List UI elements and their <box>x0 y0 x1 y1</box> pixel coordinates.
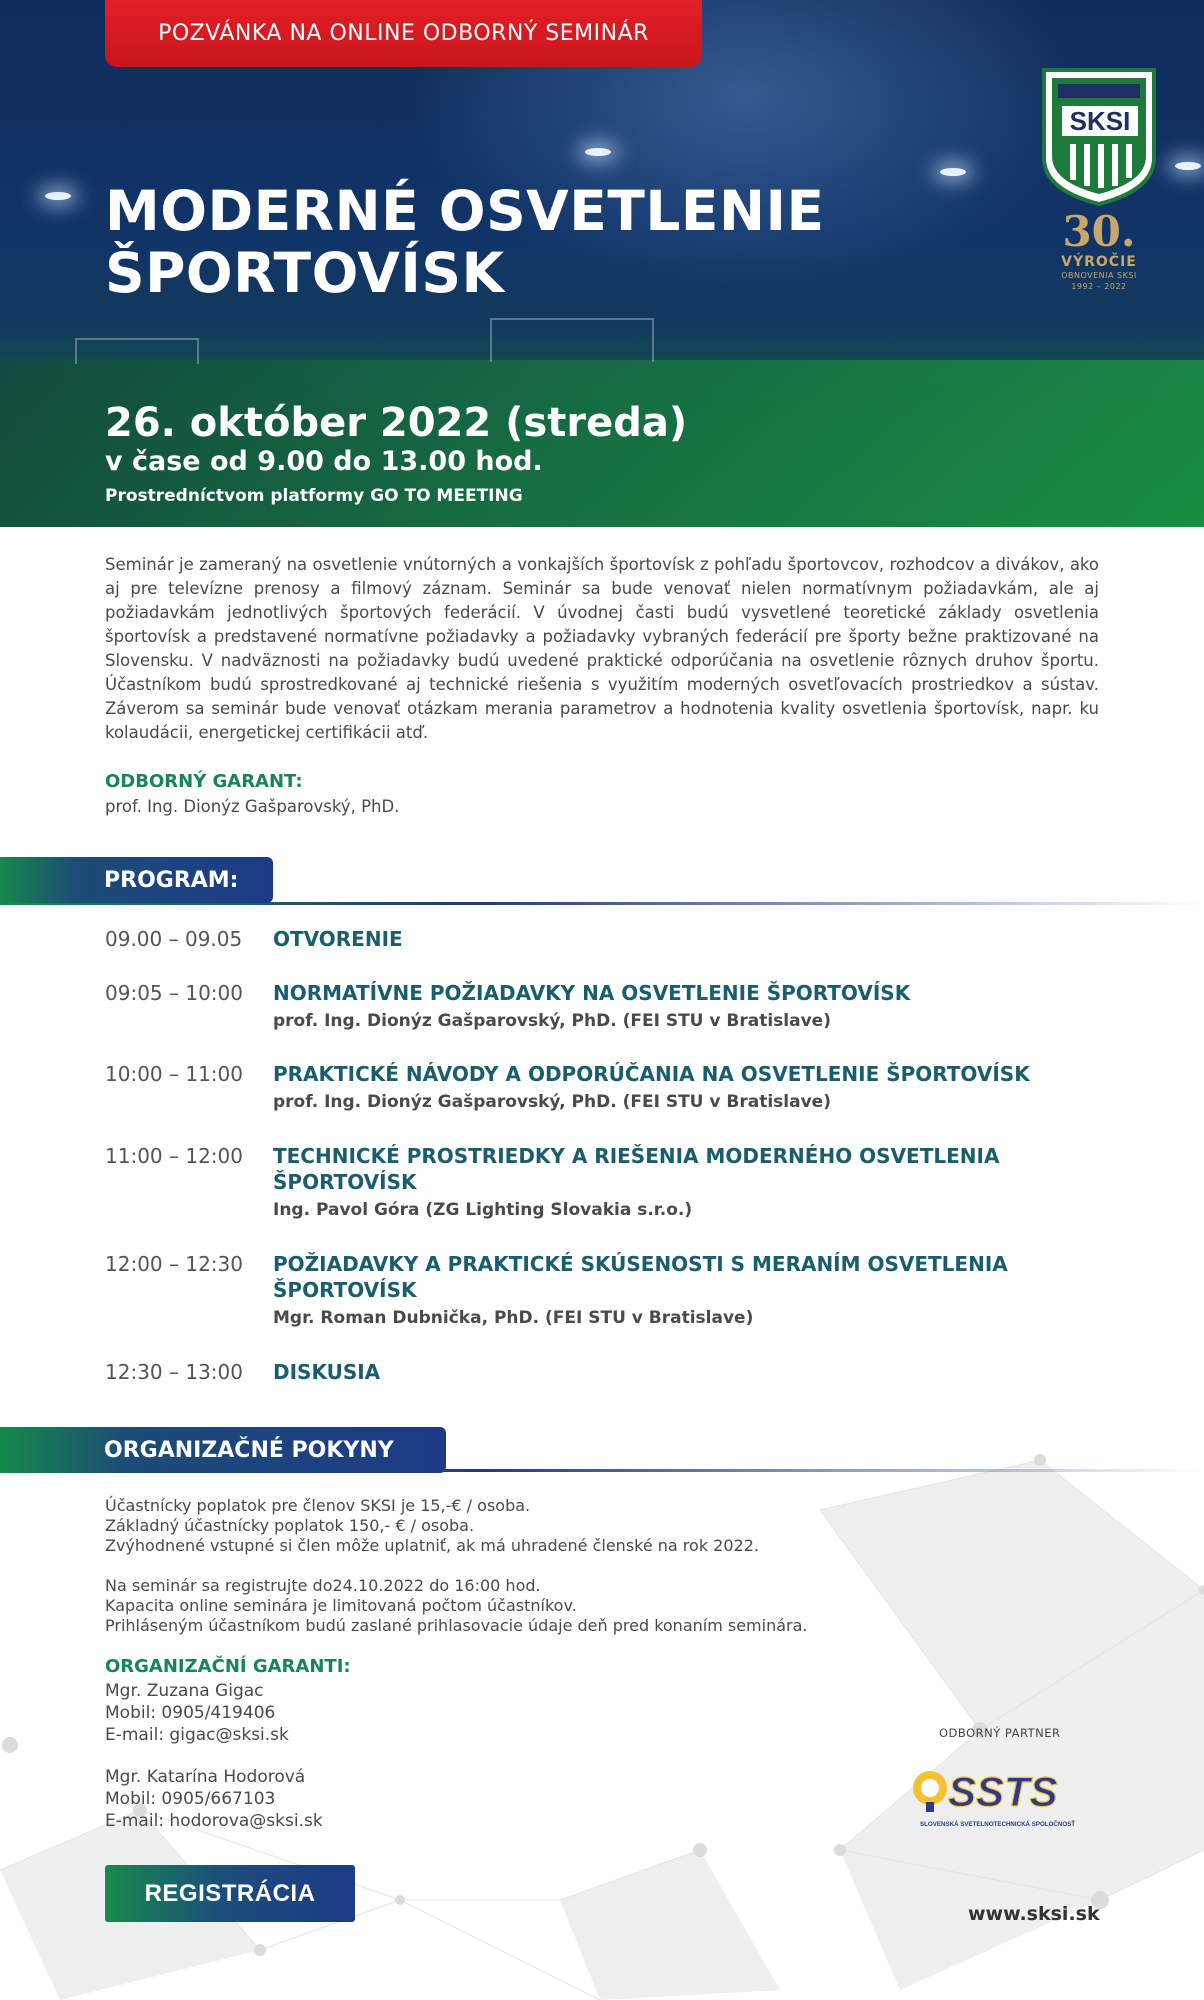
program-speaker: Mgr. Roman Dubnička, PhD. (FEI STU v Bratislave) <box>273 1308 754 1328</box>
partner-label: ODBORNÝ PARTNER <box>939 1726 1061 1740</box>
contact-mobile: Mobil: 0905/667103 <box>105 1789 276 1809</box>
floodlight <box>940 168 966 176</box>
invite-tab: POZVÁNKA NA ONLINE ODBORNÝ SEMINÁR <box>105 0 702 67</box>
svg-text:SKSI: SKSI <box>1069 106 1131 136</box>
anniversary-badge <box>1040 207 1158 292</box>
anniversary-number: 30. <box>1062 207 1136 256</box>
hero-banner <box>0 0 1204 527</box>
program-title: POŽIADAVKY A PRAKTICKÉ SKÚSENOSTI S MERANÍM OSVETLENIA ŠPORTOVÍSK <box>273 1252 1008 1302</box>
org-garants-label: ORGANIZAČNÍ GARANTI: <box>105 1656 351 1677</box>
svg-text:SLOVENSKÁ SVETELNOTECHNICKÁ SP: SLOVENSKÁ SVETELNOTECHNICKÁ SPOLOČNOSŤ <box>920 1821 1076 1828</box>
contact-name: Mgr. Zuzana Gigac <box>105 1681 264 1701</box>
anniversary-word: VÝROČIE <box>1061 254 1137 270</box>
program-title: DISKUSIA <box>273 1360 381 1384</box>
title-line: ŠPORTOVÍSK <box>105 241 505 305</box>
ssts-logo <box>908 1764 1098 1834</box>
contact-name: Mgr. Katarína Hodorová <box>105 1767 306 1787</box>
program-title: NORMATÍVNE POŽIADAVKY NA OSVETLENIE ŠPORTOVÍSK <box>273 981 911 1005</box>
registration-block <box>105 1576 808 1636</box>
program-time: 10:00 – 11:00 <box>105 1062 243 1086</box>
floodlight <box>1175 162 1201 170</box>
program-speaker: prof. Ing. Dionýz Gašparovský, PhD. (FEI STU v Bratislave) <box>273 1092 831 1112</box>
program-speaker: Ing. Pavol Góra (ZG Lighting Slovakia s.r.o.) <box>273 1200 693 1220</box>
program-title: PRAKTICKÉ NÁVODY A ODPORÚČANIA NA OSVETLENIE ŠPORTOVÍSK <box>273 1062 1030 1086</box>
program-heading: PROGRAM: <box>0 857 273 903</box>
program-speaker: prof. Ing. Dionýz Gašparovský, PhD. (FEI STU v Bratislave) <box>273 1011 831 1031</box>
stadium-goal <box>490 318 654 362</box>
program-title: TECHNICKÉ PROSTRIEDKY A RIEŠENIA MODERNÉHO OSVETLENIA ŠPORTOVÍSK <box>273 1144 1000 1194</box>
org-heading: ORGANIZAČNÉ POKYNY <box>0 1427 446 1473</box>
fee-line: Základný účastnícky poplatok 150,- € / osoba. <box>105 1516 475 1535</box>
program-title: OTVORENIE <box>273 927 403 951</box>
event-date: 26. október 2022 (streda) <box>105 400 688 446</box>
program-time: 09.00 – 09.05 <box>105 927 243 951</box>
anniversary-sub: OBNOVENIA SKSI <box>1061 271 1137 280</box>
page-title <box>105 180 825 304</box>
svg-text:SSTS: SSTS <box>948 1768 1058 1815</box>
registration-line: Kapacita online seminára je limitovaná počtom účastníkov. <box>105 1596 577 1615</box>
contact-email[interactable]: E-mail: gigac@sksi.sk <box>105 1725 289 1745</box>
program-time: 09:05 – 10:00 <box>105 981 243 1005</box>
program-time: 11:00 – 12:00 <box>105 1144 243 1168</box>
website-link[interactable]: www.sksi.sk <box>968 1903 1100 1925</box>
program-time: 12:30 – 13:00 <box>105 1360 243 1384</box>
event-platform: Prostredníctvom platformy GO TO MEETING <box>105 486 523 506</box>
intro-paragraph: Seminár je zameraný na osvetlenie vnútorných a vonkajších športovísk z pohľadu športovcov, rozhodcov a divákov, ako aj pre televízne prenosy a filmový záznam. Seminár sa bude venovať nielen normatívnym požiadavkám, ale aj požiadavkám jednotlivých športových federácií. V úvodnej časti budú vysvetlené teoretické základy osvetlenia športovísk a predstavené normatívne požiadavky a požiadavky vybraných federácií pre športy bežne praktizované na Slovensku. V nadväznosti na požiadavky budú uvedené praktické odporúčania na osvetlenie rôznych druhov športu. Účastníkom budú sprostredkované aj technické riešenia s využitím moderných osvetľovacích prostriedkov a sústav. Záverom sa seminár bude venovať otázkam merania parametrov a hodnotenia kvality osvetlenia športovísk, napr. ku kolaudácii, energetickej certifikácii atď. <box>105 555 1099 742</box>
anniversary-years: 1992 – 2022 <box>1071 282 1127 291</box>
event-time: v čase od 9.00 do 13.00 hod. <box>105 446 543 477</box>
floodlight <box>45 192 71 200</box>
garant-name: prof. Ing. Dionýz Gašparovský, PhD. <box>105 797 400 816</box>
registration-line: Na seminár sa registrujte do24.10.2022 do 16:00 hod. <box>105 1576 541 1595</box>
stadium-goal <box>75 338 199 364</box>
fee-line: Zvýhodnené vstupné si člen môže uplatniť, ak má uhradené členské na rok 2022. <box>105 1536 759 1555</box>
registration-line: Prihláseným účastníkom budú zaslané prihlasovacie údaje deň pred konaním seminára. <box>105 1616 808 1635</box>
contact-mobile: Mobil: 0905/419406 <box>105 1703 276 1723</box>
contact-block <box>105 1766 323 1832</box>
contact-block <box>105 1680 289 1746</box>
contact-email[interactable]: E-mail: hodorova@sksi.sk <box>105 1811 323 1831</box>
garant-label: ODBORNÝ GARANT: <box>105 771 303 792</box>
title-line: MODERNÉ OSVETLENIE <box>105 179 825 243</box>
fee-line: Účastnícky poplatok pre členov SKSI je 15,-€ / osoba. <box>105 1496 531 1515</box>
sksi-logo <box>1040 66 1158 206</box>
fees-block <box>105 1496 759 1556</box>
registration-button[interactable]: REGISTRÁCIA <box>105 1865 355 1922</box>
program-time: 12:00 – 12:30 <box>105 1252 243 1276</box>
floodlight <box>585 148 611 156</box>
